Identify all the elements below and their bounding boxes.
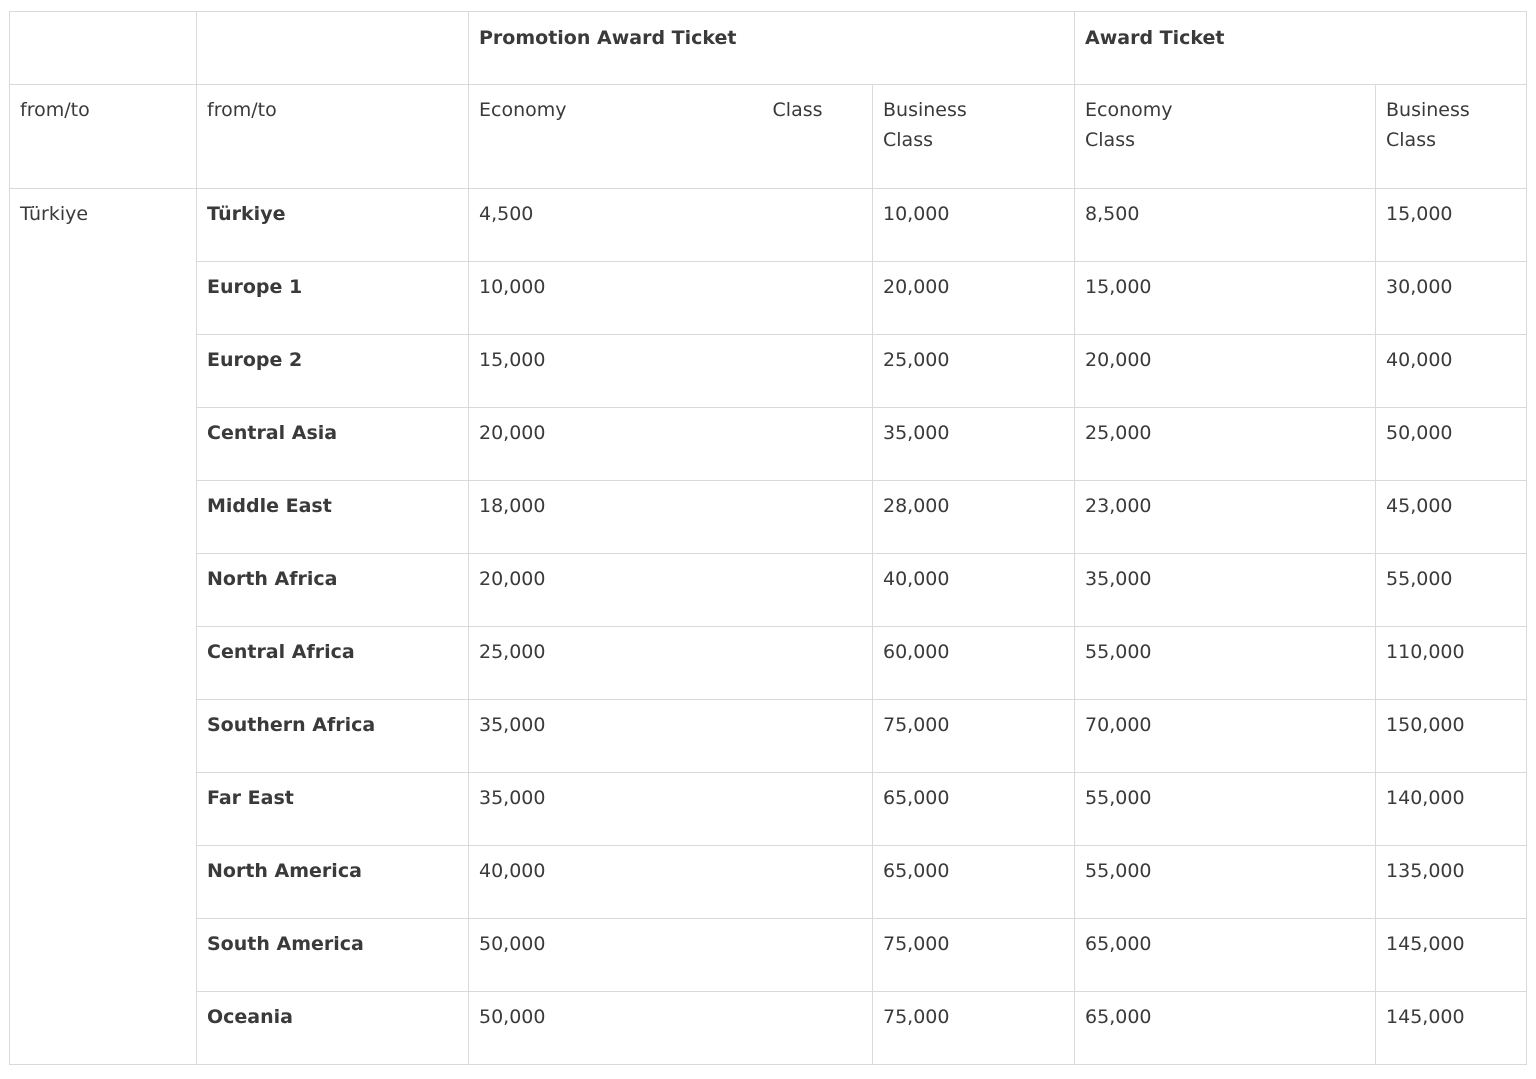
promotion-award-header: Promotion Award Ticket (469, 12, 1075, 85)
award-economy-cell: 20,000 (1075, 335, 1376, 408)
award-economy-cell: 8,500 (1075, 189, 1376, 262)
award-economy-cell: 55,000 (1075, 773, 1376, 846)
table-row (10, 408, 1527, 481)
award-economy-cell: 55,000 (1075, 627, 1376, 700)
origin-column-header: from/to (10, 85, 197, 189)
region-cell: Southern Africa (197, 700, 469, 773)
promo-economy-cell: 4,500 (469, 189, 873, 262)
award-business-cell: 135,000 (1376, 846, 1527, 919)
award-economy-cell: 23,000 (1075, 481, 1376, 554)
empty-header-cell (10, 12, 197, 85)
empty-header-cell (197, 12, 469, 85)
promo-business-cell: 75,000 (873, 992, 1075, 1065)
table-row (10, 335, 1527, 408)
promo-economy-header: Economy Class (469, 85, 873, 189)
promo-economy-cell: 18,000 (469, 481, 873, 554)
table-row (10, 992, 1527, 1065)
promo-business-cell: 10,000 (873, 189, 1075, 262)
award-economy-cell: 70,000 (1075, 700, 1376, 773)
award-economy-cell: 65,000 (1075, 919, 1376, 992)
region-cell: North Africa (197, 554, 469, 627)
table-body (10, 12, 1527, 1065)
promo-economy-cell: 35,000 (469, 773, 873, 846)
region-cell: Europe 2 (197, 335, 469, 408)
promo-economy-cell: 50,000 (469, 919, 873, 992)
region-cell: Oceania (197, 992, 469, 1065)
award-miles-table (9, 11, 1527, 1065)
region-cell: Central Africa (197, 627, 469, 700)
origin-cell: Türkiye (10, 189, 197, 1065)
award-economy-cell: 65,000 (1075, 992, 1376, 1065)
destination-column-header: from/to (197, 85, 469, 189)
award-business-cell: 140,000 (1376, 773, 1527, 846)
region-cell: South America (197, 919, 469, 992)
promo-economy-cell: 20,000 (469, 408, 873, 481)
table-row (10, 846, 1527, 919)
award-business-cell: 15,000 (1376, 189, 1527, 262)
promo-business-cell: 75,000 (873, 700, 1075, 773)
promo-business-cell: 40,000 (873, 554, 1075, 627)
class-header-row (10, 85, 1527, 189)
table-row (10, 189, 1527, 262)
award-business-cell: 110,000 (1376, 627, 1527, 700)
award-business-header: Business Class (1376, 85, 1527, 189)
promo-business-cell: 20,000 (873, 262, 1075, 335)
award-business-cell: 30,000 (1376, 262, 1527, 335)
award-economy-header: Economy Class (1075, 85, 1376, 189)
award-ticket-header: Award Ticket (1075, 12, 1527, 85)
table-row (10, 262, 1527, 335)
table-row (10, 773, 1527, 846)
award-economy-cell: 35,000 (1075, 554, 1376, 627)
header-row (10, 12, 1527, 85)
award-business-cell: 145,000 (1376, 992, 1527, 1065)
promo-business-cell: 60,000 (873, 627, 1075, 700)
promo-business-cell: 25,000 (873, 335, 1075, 408)
region-cell: North America (197, 846, 469, 919)
award-business-cell: 50,000 (1376, 408, 1527, 481)
promo-economy-cell: 50,000 (469, 992, 873, 1065)
region-cell: Far East (197, 773, 469, 846)
promo-business-cell: 75,000 (873, 919, 1075, 992)
award-business-cell: 40,000 (1376, 335, 1527, 408)
promo-economy-cell: 20,000 (469, 554, 873, 627)
table-row (10, 700, 1527, 773)
award-economy-cell: 55,000 (1075, 846, 1376, 919)
table-row (10, 627, 1527, 700)
promo-economy-cell: 40,000 (469, 846, 873, 919)
award-economy-cell: 15,000 (1075, 262, 1376, 335)
promo-business-cell: 65,000 (873, 773, 1075, 846)
award-business-cell: 150,000 (1376, 700, 1527, 773)
promo-business-cell: 65,000 (873, 846, 1075, 919)
award-business-cell: 145,000 (1376, 919, 1527, 992)
promo-economy-cell: 25,000 (469, 627, 873, 700)
table-row (10, 554, 1527, 627)
promo-economy-cell: 35,000 (469, 700, 873, 773)
region-cell: Middle East (197, 481, 469, 554)
promo-economy-cell: 10,000 (469, 262, 873, 335)
region-cell: Türkiye (197, 189, 469, 262)
promo-business-cell: 35,000 (873, 408, 1075, 481)
award-business-cell: 55,000 (1376, 554, 1527, 627)
award-business-cell: 45,000 (1376, 481, 1527, 554)
region-cell: Europe 1 (197, 262, 469, 335)
award-economy-cell: 25,000 (1075, 408, 1376, 481)
table-row (10, 481, 1527, 554)
promo-economy-cell: 15,000 (469, 335, 873, 408)
region-cell: Central Asia (197, 408, 469, 481)
promo-business-header: Business Class (873, 85, 1075, 189)
promo-business-cell: 28,000 (873, 481, 1075, 554)
table-row (10, 919, 1527, 992)
